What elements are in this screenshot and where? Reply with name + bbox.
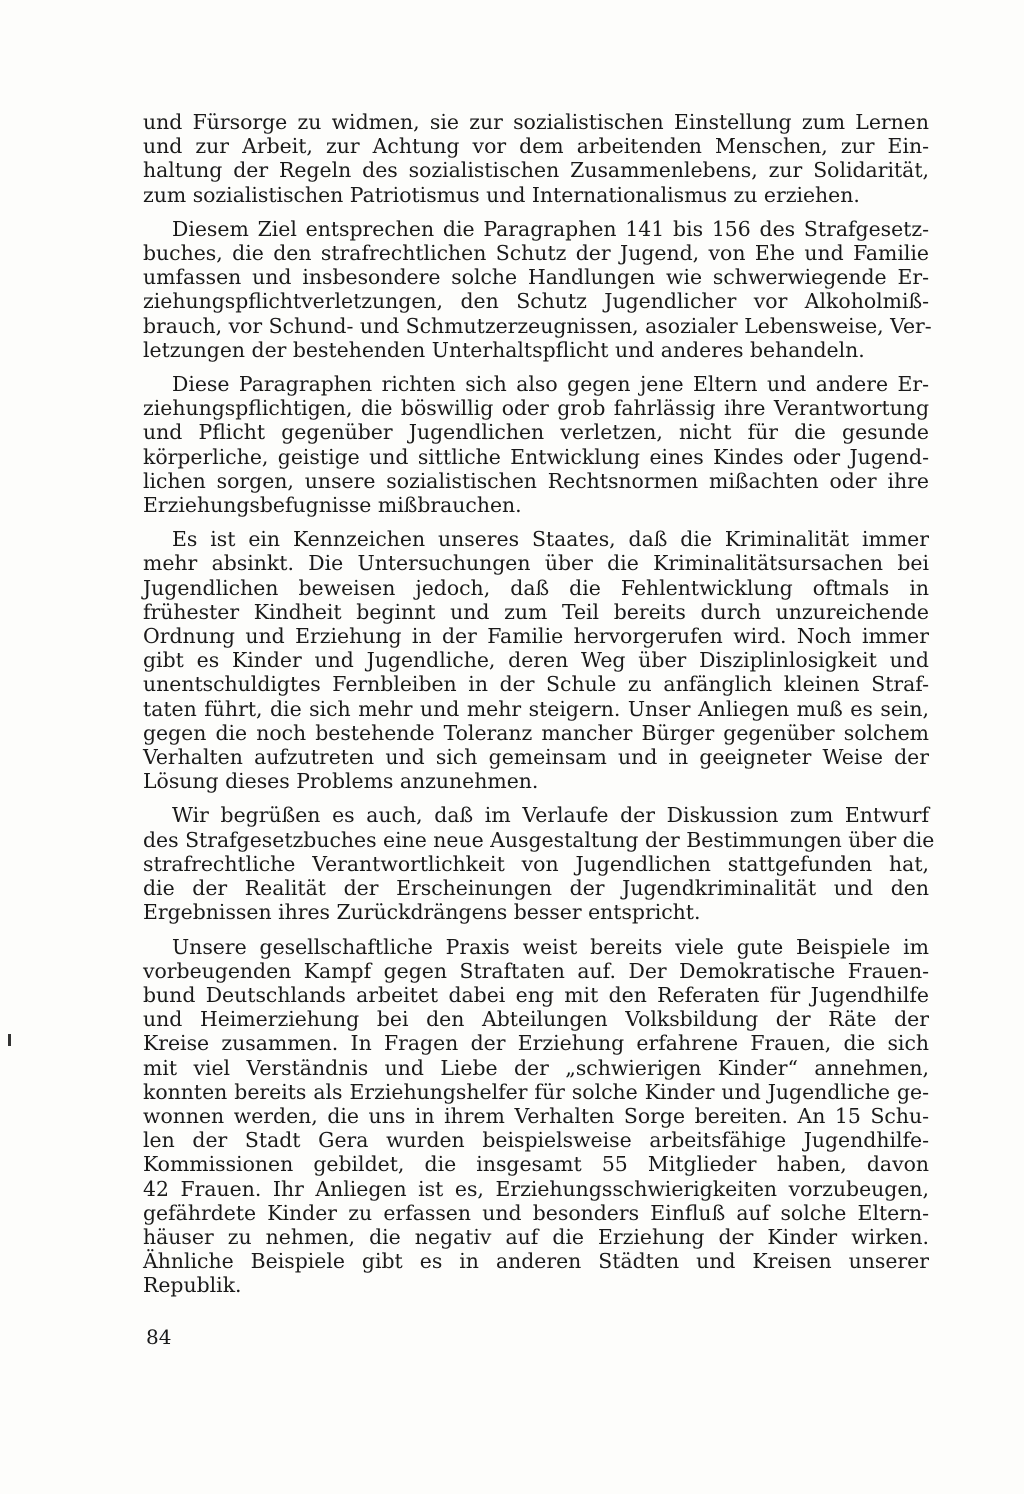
- text-line: Republik.: [143, 1273, 242, 1298]
- text-line: und Fürsorge zu widmen, sie zur sozialistischen Einstellung zum Lernen: [143, 110, 929, 134]
- paragraph: [143, 803, 935, 925]
- paragraph: [143, 372, 929, 517]
- text-line: buches, die den strafrechtlichen Schutz der Jugend, von Ehe und Familie: [143, 241, 929, 266]
- text-line: wonnen werden, die uns in ihrem Verhalten Sorge bereiten. An 15 Schu-: [143, 1103, 929, 1128]
- margin-mark: [8, 1034, 11, 1046]
- text-line: len der Stadt Gera wurden beispielsweise arbeitsfähige Jugendhilfe-: [143, 1128, 929, 1153]
- text-line: vorbeugenden Kampf gegen Straftaten auf. Der Demokratische Frauen-: [143, 958, 929, 983]
- text-line: zum sozialistischen Patriotismus und Internationalismus zu erziehen.: [143, 182, 860, 207]
- text-line: konnten bereits als Erziehungshelfer für solche Kinder und Jugendliche ge-: [143, 1079, 929, 1104]
- text-line: umfassen und insbesondere solche Handlungen wie schwerwiegende Er-: [143, 265, 929, 290]
- text-line: die der Realität der Erscheinungen der Jugendkriminalität und den: [143, 876, 929, 901]
- text-line: häuser zu nehmen, die negativ auf die Erziehung der Kinder wirken.: [143, 1224, 929, 1249]
- text-line: Erziehungsbefugnisse mißbrauchen.: [143, 493, 522, 518]
- page-number: 84: [146, 1325, 172, 1349]
- text-line: gibt es Kinder und Jugendliche, deren Weg über Disziplinlosigkeit und: [143, 648, 929, 673]
- text-line: taten führt, die sich mehr und mehr steigern. Unser Anliegen muß es sein,: [143, 696, 929, 721]
- text-line: Ergebnissen ihres Zurückdrängens besser entspricht.: [143, 900, 701, 925]
- text-line: und zur Arbeit, zur Achtung vor dem arbeitenden Menschen, zur Ein-: [143, 134, 929, 159]
- text-line: ziehungspflichtverletzungen, den Schutz Jugendlicher vor Alkoholmiß-: [143, 289, 929, 314]
- text-line: bund Deutschlands arbeitet dabei eng mit den Referaten für Jugendhilfe: [143, 982, 929, 1007]
- text-line: Lösung dieses Problems anzunehmen.: [143, 769, 539, 794]
- text-line: Diesem Ziel entsprechen die Paragraphen 141 bis 156 des Strafgesetz-: [172, 216, 929, 241]
- text-line: 42 Frauen. Ihr Anliegen ist es, Erziehungsschwierigkeiten vorzubeugen,: [143, 1176, 929, 1201]
- text-line: frühester Kindheit beginnt und zum Teil bereits durch unzureichende: [143, 599, 929, 624]
- text-line: Es ist ein Kennzeichen unseres Staates, daß die Kriminalität immer: [172, 527, 929, 552]
- text-line: körperliche, geistige und sittliche Entwicklung eines Kindes oder Jugend-: [143, 444, 929, 469]
- paragraph: [143, 935, 929, 1298]
- page-body: [143, 110, 935, 1308]
- text-line: Diese Paragraphen richten sich also gegen jene Eltern und andere Er-: [172, 372, 929, 397]
- text-line: Kreise zusammen. In Fragen der Erziehung erfahrene Frauen, die sich: [143, 1031, 929, 1056]
- text-line: mehr absinkt. Die Untersuchungen über die Kriminalitätsursachen bei: [143, 551, 929, 576]
- text-line: gegen die noch bestehende Toleranz mancher Bürger gegenüber solchem: [143, 720, 929, 745]
- text-line: Wir begrüßen es auch, daß im Verlaufe der Diskussion zum Entwurf: [172, 803, 929, 828]
- paragraph: [143, 110, 929, 207]
- text-line: brauch, vor Schund- und Schmutzerzeugnissen, asozialer Lebensweise, Ver-: [143, 313, 932, 338]
- text-line: haltung der Regeln des sozialistischen Zusammenlebens, zur Solidarität,: [143, 158, 929, 183]
- text-line: Ordnung und Erziehung in der Familie hervorgerufen wird. Noch immer: [143, 624, 929, 649]
- text-line: Jugendlichen beweisen jedoch, daß die Fehlentwicklung oftmals in: [143, 575, 929, 600]
- paragraph: [143, 527, 929, 793]
- paragraph: [143, 216, 932, 362]
- text-line: letzungen der bestehenden Unterhaltspflicht und anderes behandeln.: [143, 337, 865, 362]
- text-line: des Strafgesetzbuches eine neue Ausgestaltung der Bestimmungen über die: [143, 827, 935, 852]
- text-line: mit viel Verständnis und Liebe der „schwierigen Kinder“ annehmen,: [143, 1055, 929, 1080]
- text-line: unentschuldigtes Fernbleiben in der Schule zu anfänglich kleinen Straf-: [143, 672, 929, 697]
- text-line: Verhalten aufzutreten und sich gemeinsam und in geeigneter Weise der: [143, 745, 929, 770]
- text-line: und Heimerziehung bei den Abteilungen Volksbildung der Räte der: [143, 1007, 929, 1032]
- text-line: strafrechtliche Verantwortlichkeit von Jugendlichen stattgefunden hat,: [143, 851, 929, 876]
- text-line: lichen sorgen, unsere sozialistischen Rechtsnormen mißachten oder ihre: [143, 468, 929, 493]
- text-line: Unsere gesellschaftliche Praxis weist bereits viele gute Beispiele im: [172, 934, 929, 959]
- text-line: ziehungspflichtigen, die böswillig oder grob fahrlässig ihre Verantwortung: [143, 396, 929, 421]
- text-line: Kommissionen gebildet, die insgesamt 55 Mitglieder haben, davon: [143, 1152, 929, 1177]
- text-line: und Pflicht gegenüber Jugendlichen verletzen, nicht für die gesunde: [143, 420, 929, 445]
- text-line: gefährdete Kinder zu erfassen und besonders Einfluß auf solche Eltern-: [143, 1200, 929, 1225]
- text-line: Ähnliche Beispiele gibt es in anderen Städten und Kreisen unserer: [143, 1249, 929, 1274]
